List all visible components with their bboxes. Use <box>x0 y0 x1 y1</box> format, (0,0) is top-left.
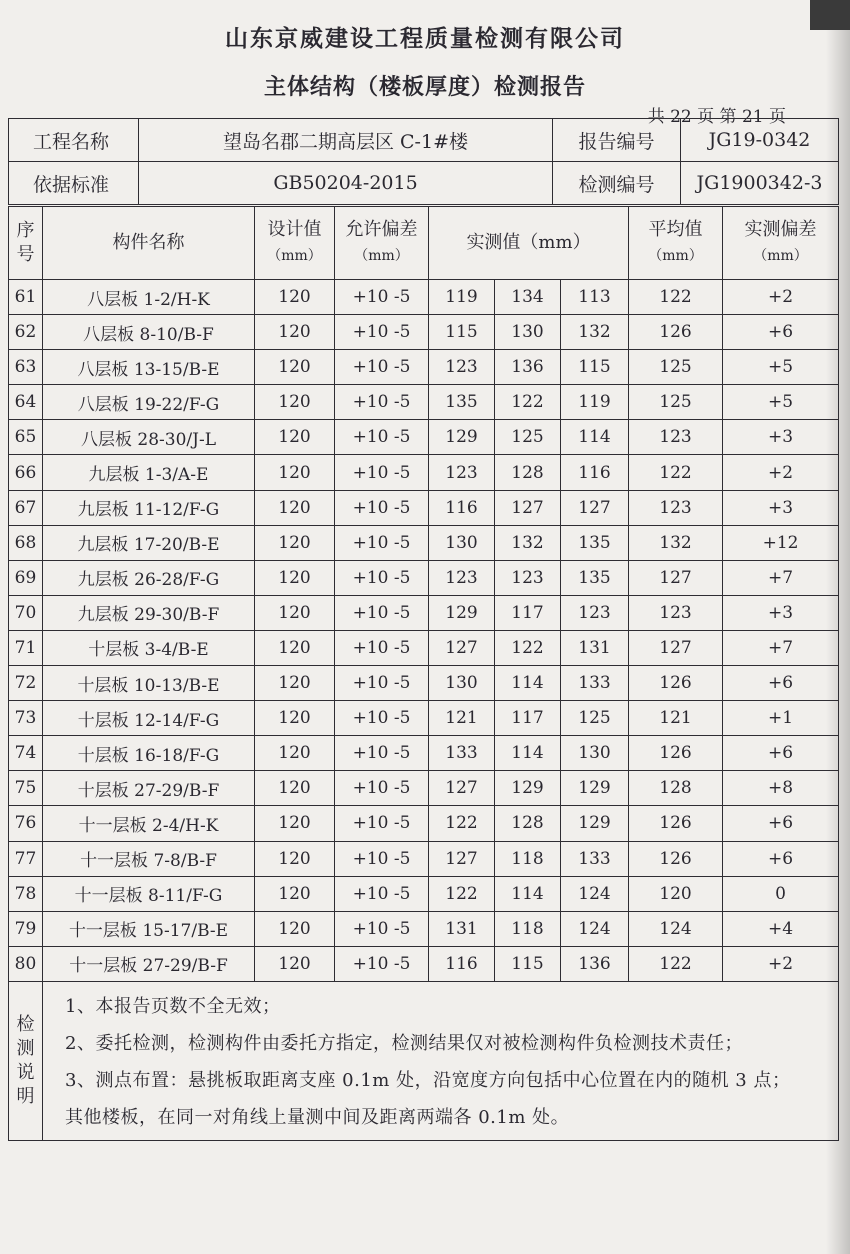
deviation-cell: +2 <box>723 280 839 315</box>
seq-cell: 67 <box>9 490 43 525</box>
name-cell: 十层板 16-18/F-G <box>43 736 255 771</box>
seq-cell: 65 <box>9 420 43 455</box>
name-cell: 十一层板 15-17/B-E <box>43 911 255 946</box>
measured-2-cell: 127 <box>495 490 561 525</box>
average-cell: 126 <box>629 806 723 841</box>
project-value: 望岛名郡二期高层区 C-1#楼 <box>139 119 553 162</box>
design-cell: 120 <box>255 701 335 736</box>
design-cell: 120 <box>255 841 335 876</box>
test-no-value: JG1900342-3 <box>681 162 839 205</box>
deviation-cell: +5 <box>723 350 839 385</box>
average-cell: 122 <box>629 280 723 315</box>
measured-1-cell: 123 <box>429 560 495 595</box>
deviation-cell: +6 <box>723 315 839 350</box>
tolerance-cell: +10 -5 <box>335 876 429 911</box>
measured-2-cell: 122 <box>495 630 561 665</box>
name-cell: 九层板 26-28/F-G <box>43 560 255 595</box>
table-row <box>9 490 839 525</box>
seq-cell: 72 <box>9 666 43 701</box>
average-cell: 123 <box>629 595 723 630</box>
name-cell: 九层板 11-12/F-G <box>43 490 255 525</box>
measured-2-cell: 129 <box>495 771 561 806</box>
average-cell: 123 <box>629 490 723 525</box>
tolerance-cell: +10 -5 <box>335 455 429 490</box>
tolerance-cell: +10 -5 <box>335 420 429 455</box>
measured-2-cell: 117 <box>495 595 561 630</box>
design-cell: 120 <box>255 666 335 701</box>
standard-label: 依据标准 <box>9 162 139 205</box>
average-cell: 128 <box>629 771 723 806</box>
measured-3-cell: 133 <box>561 666 629 701</box>
deviation-cell: +2 <box>723 946 839 981</box>
seq-cell: 64 <box>9 385 43 420</box>
col-seq-header: 序号 <box>9 207 43 280</box>
average-cell: 127 <box>629 560 723 595</box>
table-row <box>9 771 839 806</box>
average-cell: 125 <box>629 385 723 420</box>
name-cell: 八层板 13-15/B-E <box>43 350 255 385</box>
tolerance-cell: +10 -5 <box>335 666 429 701</box>
deviation-cell: +6 <box>723 806 839 841</box>
tolerance-cell: +10 -5 <box>335 630 429 665</box>
average-cell: 126 <box>629 666 723 701</box>
measured-1-cell: 115 <box>429 315 495 350</box>
seq-cell: 76 <box>9 806 43 841</box>
measured-3-cell: 125 <box>561 701 629 736</box>
measured-1-cell: 127 <box>429 771 495 806</box>
measured-1-cell: 119 <box>429 280 495 315</box>
name-cell: 八层板 1-2/H-K <box>43 280 255 315</box>
measured-3-cell: 123 <box>561 595 629 630</box>
design-cell: 120 <box>255 560 335 595</box>
name-cell: 九层板 1-3/A-E <box>43 455 255 490</box>
measured-1-cell: 116 <box>429 490 495 525</box>
measured-2-cell: 128 <box>495 455 561 490</box>
measured-2-cell: 134 <box>495 280 561 315</box>
average-cell: 121 <box>629 701 723 736</box>
table-row <box>9 595 839 630</box>
measured-1-cell: 130 <box>429 525 495 560</box>
deviation-cell: +7 <box>723 630 839 665</box>
measured-1-cell: 121 <box>429 701 495 736</box>
measured-3-cell: 119 <box>561 385 629 420</box>
col-name-header: 构件名称 <box>43 207 255 280</box>
deviation-cell: +1 <box>723 701 839 736</box>
page-info: 共 22 页 第 21 页 <box>647 107 786 127</box>
measured-1-cell: 130 <box>429 666 495 701</box>
name-cell: 九层板 17-20/B-E <box>43 525 255 560</box>
name-cell: 十层板 3-4/B-E <box>43 630 255 665</box>
table-row <box>9 911 839 946</box>
table-row <box>9 666 839 701</box>
measured-3-cell: 136 <box>561 946 629 981</box>
report-no-value: JG19-0342 <box>681 119 839 162</box>
tolerance-cell: +10 -5 <box>335 350 429 385</box>
design-cell: 120 <box>255 806 335 841</box>
tolerance-cell: +10 -5 <box>335 560 429 595</box>
table-row <box>9 455 839 490</box>
average-cell: 126 <box>629 736 723 771</box>
table-row <box>9 315 839 350</box>
tolerance-cell: +10 -5 <box>335 806 429 841</box>
design-cell: 120 <box>255 385 335 420</box>
table-row <box>9 841 839 876</box>
average-cell: 125 <box>629 350 723 385</box>
design-cell: 120 <box>255 771 335 806</box>
table-row <box>9 876 839 911</box>
name-cell: 八层板 28-30/J-L <box>43 420 255 455</box>
table-row <box>9 946 839 981</box>
name-cell: 八层板 8-10/B-F <box>43 315 255 350</box>
tolerance-cell: +10 -5 <box>335 315 429 350</box>
measured-1-cell: 129 <box>429 595 495 630</box>
table-header-row <box>9 207 839 280</box>
report-title: 主体结构（楼板厚度）检测报告 <box>263 75 586 100</box>
deviation-cell: +8 <box>723 771 839 806</box>
measured-3-cell: 131 <box>561 630 629 665</box>
measured-3-cell: 132 <box>561 315 629 350</box>
deviation-cell: +6 <box>723 736 839 771</box>
measured-2-cell: 117 <box>495 701 561 736</box>
design-cell: 120 <box>255 490 335 525</box>
name-cell: 十层板 12-14/F-G <box>43 701 255 736</box>
design-cell: 120 <box>255 315 335 350</box>
seq-cell: 77 <box>9 841 43 876</box>
measured-2-cell: 118 <box>495 841 561 876</box>
design-cell: 120 <box>255 595 335 630</box>
tolerance-cell: +10 -5 <box>335 911 429 946</box>
seq-cell: 71 <box>9 630 43 665</box>
seq-cell: 75 <box>9 771 43 806</box>
measured-3-cell: 115 <box>561 350 629 385</box>
measured-3-cell: 113 <box>561 280 629 315</box>
name-cell: 十一层板 8-11/F-G <box>43 876 255 911</box>
measured-3-cell: 133 <box>561 841 629 876</box>
test-no-label: 检测编号 <box>553 162 681 205</box>
design-cell: 120 <box>255 911 335 946</box>
name-cell: 九层板 29-30/B-F <box>43 595 255 630</box>
measured-2-cell: 114 <box>495 666 561 701</box>
tolerance-cell: +10 -5 <box>335 280 429 315</box>
design-cell: 120 <box>255 350 335 385</box>
tolerance-cell: +10 -5 <box>335 595 429 630</box>
measured-2-cell: 136 <box>495 350 561 385</box>
seq-cell: 68 <box>9 525 43 560</box>
name-cell: 十一层板 27-29/B-F <box>43 946 255 981</box>
col-average-header: 平均值 （mm） <box>629 207 723 280</box>
average-cell: 120 <box>629 876 723 911</box>
tolerance-cell: +10 -5 <box>335 771 429 806</box>
seq-cell: 61 <box>9 280 43 315</box>
seq-cell: 78 <box>9 876 43 911</box>
seq-cell: 80 <box>9 946 43 981</box>
measured-1-cell: 133 <box>429 736 495 771</box>
measurement-table <box>8 206 839 1141</box>
measured-2-cell: 130 <box>495 315 561 350</box>
average-cell: 124 <box>629 911 723 946</box>
seq-cell: 79 <box>9 911 43 946</box>
table-row <box>9 736 839 771</box>
measured-2-cell: 114 <box>495 876 561 911</box>
measured-2-cell: 128 <box>495 806 561 841</box>
table-row <box>9 560 839 595</box>
tolerance-cell: +10 -5 <box>335 490 429 525</box>
measured-1-cell: 116 <box>429 946 495 981</box>
design-cell: 120 <box>255 455 335 490</box>
measured-3-cell: 130 <box>561 736 629 771</box>
measured-1-cell: 135 <box>429 385 495 420</box>
deviation-cell: +12 <box>723 525 839 560</box>
deviation-cell: +5 <box>723 385 839 420</box>
col-design-header: 设计值 （mm） <box>255 207 335 280</box>
measured-1-cell: 129 <box>429 420 495 455</box>
col-measured-header: 实测值（mm） <box>429 207 629 280</box>
notes-label: 检测说明 <box>9 981 43 1140</box>
measured-1-cell: 123 <box>429 350 495 385</box>
seq-cell: 73 <box>9 701 43 736</box>
table-row <box>9 701 839 736</box>
deviation-cell: +4 <box>723 911 839 946</box>
measured-2-cell: 132 <box>495 525 561 560</box>
average-cell: 126 <box>629 841 723 876</box>
measured-1-cell: 131 <box>429 911 495 946</box>
measured-3-cell: 135 <box>561 525 629 560</box>
seq-cell: 66 <box>9 455 43 490</box>
measured-2-cell: 114 <box>495 736 561 771</box>
table-row <box>9 806 839 841</box>
table-row <box>9 420 839 455</box>
design-cell: 120 <box>255 630 335 665</box>
col-deviation-header: 实测偏差 （mm） <box>723 207 839 280</box>
measured-1-cell: 127 <box>429 841 495 876</box>
standard-value: GB50204-2015 <box>139 162 553 205</box>
measured-3-cell: 124 <box>561 911 629 946</box>
tolerance-cell: +10 -5 <box>335 841 429 876</box>
seq-cell: 69 <box>9 560 43 595</box>
tolerance-cell: +10 -5 <box>335 385 429 420</box>
deviation-cell: +3 <box>723 420 839 455</box>
table-row <box>9 280 839 315</box>
name-cell: 十层板 27-29/B-F <box>43 771 255 806</box>
measured-1-cell: 122 <box>429 876 495 911</box>
deviation-cell: +3 <box>723 595 839 630</box>
measured-3-cell: 124 <box>561 876 629 911</box>
deviation-cell: +6 <box>723 666 839 701</box>
tolerance-cell: +10 -5 <box>335 736 429 771</box>
seq-cell: 62 <box>9 315 43 350</box>
seq-cell: 74 <box>9 736 43 771</box>
deviation-cell: +7 <box>723 560 839 595</box>
deviation-cell: 0 <box>723 876 839 911</box>
design-cell: 120 <box>255 736 335 771</box>
name-cell: 十层板 10-13/B-E <box>43 666 255 701</box>
measured-2-cell: 118 <box>495 911 561 946</box>
note-line: 其他楼板，在同一对角线上量测中间及距离两端各 0.1m 处。 <box>65 1106 570 1128</box>
table-row <box>9 385 839 420</box>
seq-cell: 70 <box>9 595 43 630</box>
average-cell: 126 <box>629 315 723 350</box>
measured-3-cell: 129 <box>561 806 629 841</box>
measured-1-cell: 123 <box>429 455 495 490</box>
note-line: 3、测点布置：悬挑板取距离支座 0.1m 处，沿宽度方向包括中心位置在内的随机 3 点； <box>65 1069 791 1091</box>
measured-1-cell: 127 <box>429 630 495 665</box>
report-no-label: 报告编号 <box>553 119 681 162</box>
average-cell: 122 <box>629 455 723 490</box>
measured-3-cell: 116 <box>561 455 629 490</box>
table-row <box>9 350 839 385</box>
design-cell: 120 <box>255 946 335 981</box>
tolerance-cell: +10 -5 <box>335 525 429 560</box>
name-cell: 十一层板 2-4/H-K <box>43 806 255 841</box>
average-cell: 127 <box>629 630 723 665</box>
measured-3-cell: 114 <box>561 420 629 455</box>
design-cell: 120 <box>255 525 335 560</box>
measured-1-cell: 122 <box>429 806 495 841</box>
average-cell: 123 <box>629 420 723 455</box>
measured-2-cell: 125 <box>495 420 561 455</box>
col-tolerance-header: 允许偏差 （mm） <box>335 207 429 280</box>
deviation-cell: +2 <box>723 455 839 490</box>
design-cell: 120 <box>255 876 335 911</box>
design-cell: 120 <box>255 420 335 455</box>
name-cell: 八层板 19-22/F-G <box>43 385 255 420</box>
measured-2-cell: 122 <box>495 385 561 420</box>
average-cell: 122 <box>629 946 723 981</box>
notes-content <box>43 981 839 1140</box>
name-cell: 十一层板 7-8/B-F <box>43 841 255 876</box>
notes-row <box>9 981 839 1140</box>
measured-2-cell: 115 <box>495 946 561 981</box>
project-label: 工程名称 <box>9 119 139 162</box>
average-cell: 132 <box>629 525 723 560</box>
tolerance-cell: +10 -5 <box>335 701 429 736</box>
design-cell: 120 <box>255 280 335 315</box>
seq-cell: 63 <box>9 350 43 385</box>
measured-3-cell: 127 <box>561 490 629 525</box>
table-row <box>9 525 839 560</box>
info-table <box>8 118 839 205</box>
deviation-cell: +6 <box>723 841 839 876</box>
company-name: 山东京威建设工程质量检测有限公司 <box>225 26 625 52</box>
tolerance-cell: +10 -5 <box>335 946 429 981</box>
measured-3-cell: 129 <box>561 771 629 806</box>
table-row <box>9 630 839 665</box>
note-line: 1、本报告页数不全无效； <box>65 995 281 1017</box>
note-line: 2、委托检测，检测构件由委托方指定，检测结果仅对被检测构件负检测技术责任； <box>65 1032 743 1054</box>
measured-3-cell: 135 <box>561 560 629 595</box>
measured-2-cell: 123 <box>495 560 561 595</box>
deviation-cell: +3 <box>723 490 839 525</box>
